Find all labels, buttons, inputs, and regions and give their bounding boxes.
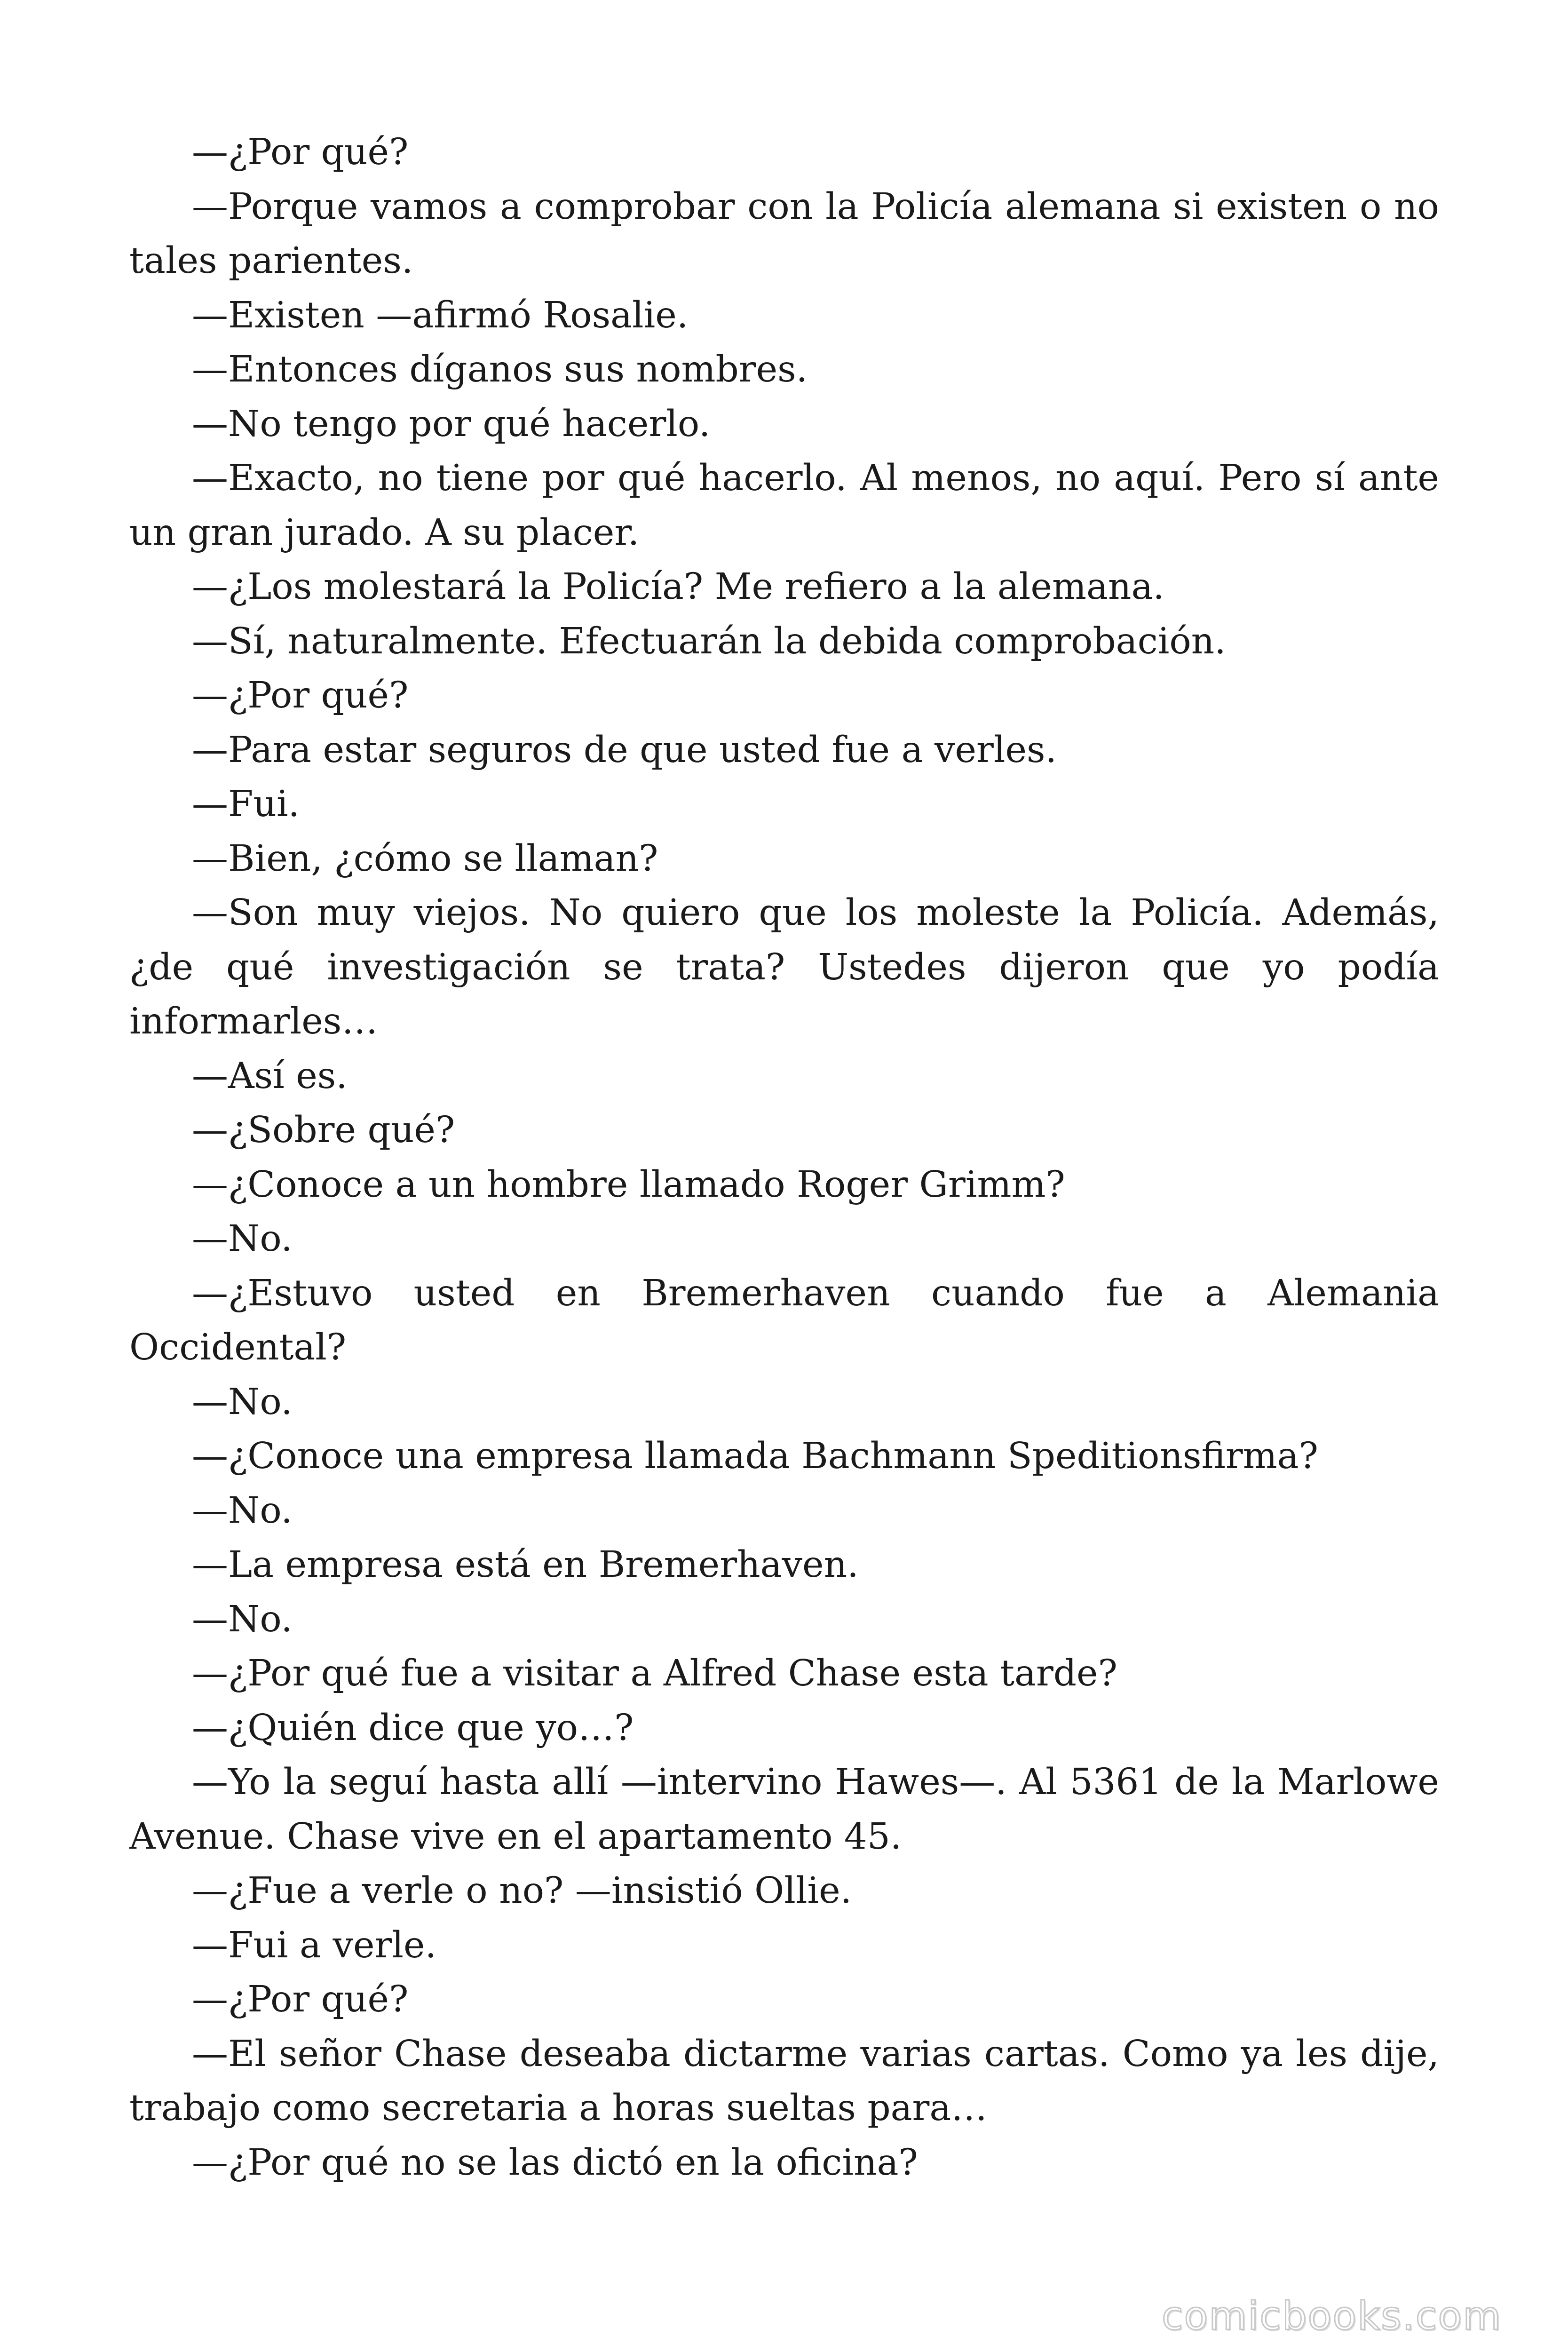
dialogue-paragraph: —Existen —afirmó Rosalie. [192,294,689,336]
dialogue-paragraph: —Fui. [192,783,300,825]
dialogue-paragraph: —¿Por qué? [192,131,409,173]
dialogue-paragraph: —El señor Chase deseaba dictarme varias cartas. Como ya les dije, trabajo como secretaria a horas sueltas para… [129,2033,1439,2129]
dialogue-paragraph: —¿Los molestará la Policía? Me refiero a la alemana. [192,566,1164,608]
dialogue-paragraph: —¿Estuvo usted en Bremerhaven cuando fue a Alemania Occidental? [129,1272,1439,1368]
dialogue-paragraph: —¿Por qué no se las dictó en la oficina? [192,2141,918,2184]
dialogue-paragraph: —Bien, ¿cómo se llaman? [192,837,658,880]
dialogue-paragraph: —Sí, naturalmente. Efectuarán la debida comprobación. [192,620,1226,662]
page-body [129,125,1439,2190]
dialogue-paragraph: —¿Conoce a un hombre llamado Roger Grimm? [192,1163,1065,1206]
dialogue-paragraph: —No. [192,1381,293,1423]
dialogue-paragraph: —¿Por qué? [192,1979,409,2020]
dialogue-paragraph: —No. [192,1598,293,1640]
dialogue-paragraph: —Para estar seguros de que usted fue a verles. [192,729,1057,771]
dialogue-paragraph: —No. [192,1218,293,1260]
dialogue-paragraph: —Fui a verle. [192,1924,437,1966]
dialogue-paragraph: —Porque vamos a comprobar con la Policía alemana si existen o no tales parientes. [129,185,1439,282]
dialogue-paragraph: —¿Por qué? [192,675,409,716]
dialogue-paragraph: —No tengo por qué hacerlo. [192,403,711,445]
dialogue-paragraph: —Entonces díganos sus nombres. [192,349,808,390]
dialogue-paragraph: —Así es. [192,1055,348,1097]
dialogue-paragraph: —Son muy viejos. No quiero que los moleste la Policía. Además, ¿de qué investigación se trata? Ustedes dijeron que yo podía informarles… [129,892,1439,1042]
dialogue-paragraph: —¿Fue a verle o no? —insistió Ollie. [192,1870,852,1912]
dialogue-paragraph: —¿Conoce una empresa llamada Bachmann Speditionsfirma? [192,1435,1318,1477]
dialogue-paragraph: —¿Sobre qué? [192,1109,455,1151]
dialogue-paragraph: —Yo la seguí hasta allí —intervino Hawes—. Al 5361 de la Marlowe Avenue. Chase vive en el apartamento 45. [129,1761,1439,1858]
dialogue-paragraph: —Exacto, no tiene por qué hacerlo. Al menos, no aquí. Pero sí ante un gran jurado. A su placer. [129,457,1439,554]
dialogue-paragraph: —La empresa está en Bremerhaven. [192,1544,859,1586]
dialogue-paragraph: —No. [192,1489,293,1532]
dialogue-paragraph: —¿Quién dice que yo…? [192,1707,634,1749]
dialogue-paragraph: —¿Por qué fue a visitar a Alfred Chase esta tarde? [192,1653,1117,1694]
watermark: comicbooks.com [1162,2293,1502,2339]
